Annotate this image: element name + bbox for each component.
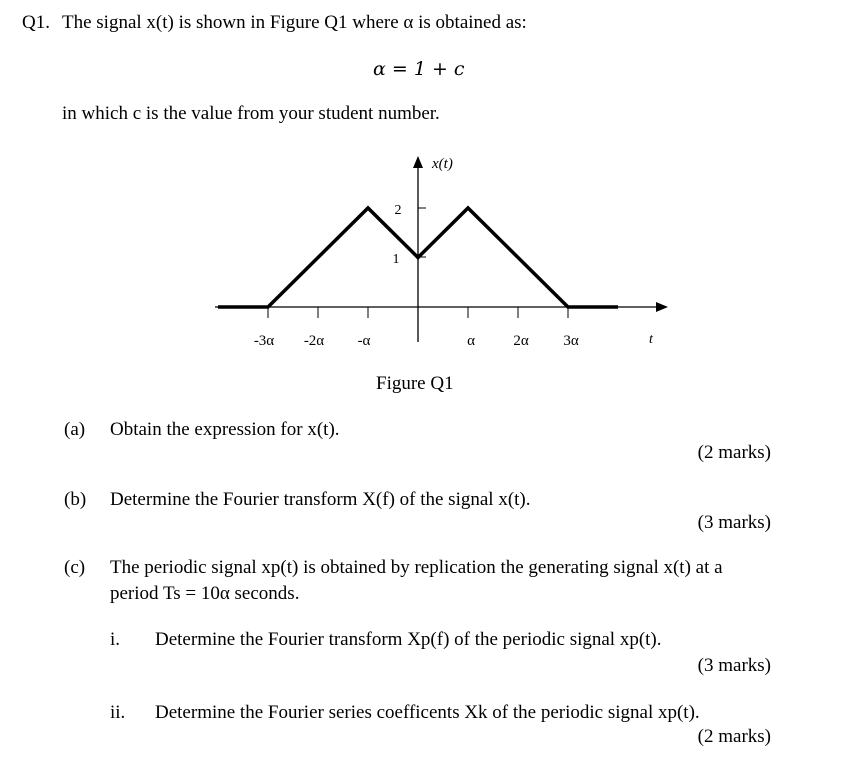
part-c-i-marks: (3 marks) (697, 655, 771, 676)
part-c-ii-text: Determine the Fourier series coefficents Xk of the periodic signal xp(t). (155, 702, 700, 723)
part-c-ii-label: ii. (110, 702, 126, 723)
question-intro: The signal x(t) is shown in Figure Q1 where α is obtained as: (62, 12, 527, 33)
part-c-line1: The periodic signal xp(t) is obtained by replication the generating signal x(t) at a (110, 557, 723, 578)
question-note: in which c is the value from your student number. (62, 103, 440, 124)
y-axis-label: x(t) (432, 156, 453, 172)
y-tick-label-2: 2 (394, 203, 402, 218)
x-tick-label: 2α (513, 333, 529, 349)
question-number: Q1. (22, 12, 50, 33)
part-a-label: (a) (64, 419, 86, 440)
x-tick-label: -3α (253, 333, 275, 349)
part-b-marks: (3 marks) (697, 512, 771, 533)
part-c-i-text: Determine the Fourier transform Xp(f) of the periodic signal xp(t). (155, 629, 662, 650)
y-tick-label-1: 1 (392, 252, 400, 267)
x-axis-arrow (656, 302, 668, 312)
x-axis-label: t (649, 332, 653, 347)
figure-caption: Figure Q1 (376, 373, 454, 394)
part-b-text: Determine the Fourier transform X(f) of the signal x(t). (110, 489, 531, 510)
part-a-text: Obtain the expression for x(t). (110, 419, 340, 440)
alpha-equation: α = 1 + c (373, 58, 465, 80)
x-tick-label: 3α (563, 333, 579, 349)
part-c-i-label: i. (110, 629, 121, 650)
x-tick-label: α (467, 333, 475, 349)
part-c-label: (c) (64, 557, 86, 578)
part-b-label: (b) (64, 489, 87, 510)
part-a-marks: (2 marks) (697, 442, 771, 463)
x-tick-label: -2α (303, 333, 325, 349)
part-c-line2: period Ts = 10α seconds. (110, 583, 300, 604)
part-c-ii-marks: (2 marks) (697, 726, 771, 747)
y-axis-arrow (413, 156, 423, 168)
x-tick-label: -α (357, 333, 371, 349)
